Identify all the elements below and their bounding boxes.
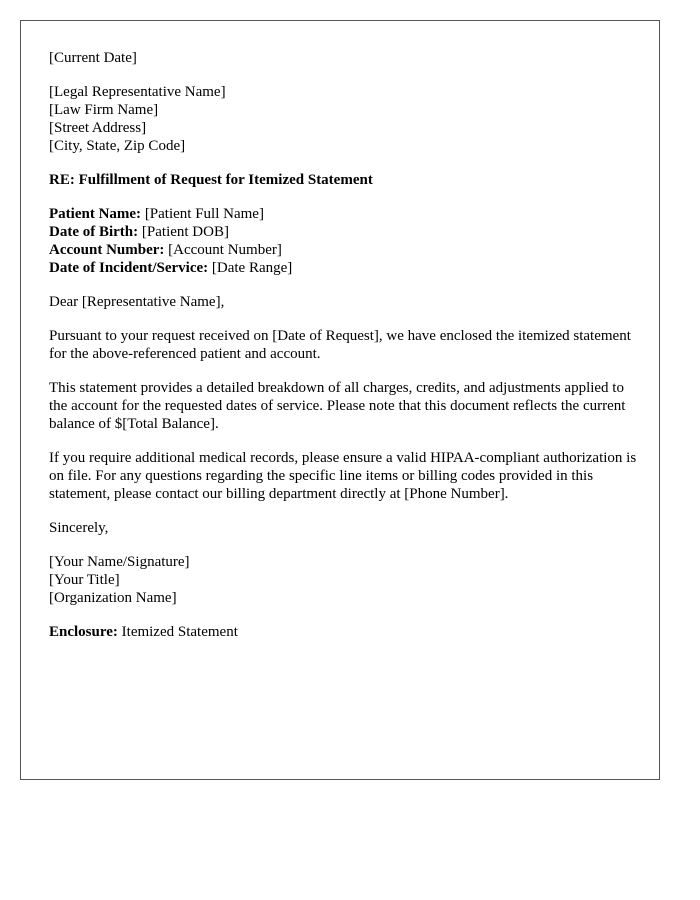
- body-paragraph-3: If you require additional medical records, please ensure a valid HIPAA-compliant authorization is on file. For any questions regarding the specific line items or billing codes provided in this statement, please contact our billing department directly at [Phone Number].: [49, 450, 637, 502]
- detail-value: [Date Range]: [211, 260, 293, 276]
- detail-label: Date of Incident/Service:: [49, 260, 209, 276]
- letter-date: [Current Date]: [49, 50, 137, 66]
- enclosure-label: Enclosure:: [49, 624, 118, 640]
- patient-details: [49, 205, 639, 277]
- detail-label: Account Number:: [49, 242, 165, 258]
- recipient-firm: [Law Firm Name]: [49, 102, 159, 118]
- detail-patient-name: [49, 205, 639, 223]
- detail-label: Date of Birth:: [49, 224, 139, 240]
- subject-line: RE: Fulfillment of Request for Itemized Statement: [49, 172, 373, 188]
- detail-value: [Patient DOB]: [141, 224, 229, 240]
- detail-date-of-birth: [49, 223, 639, 241]
- letter-page: [20, 20, 660, 780]
- enclosure-line: [49, 623, 639, 641]
- recipient-street: [Street Address]: [49, 120, 147, 136]
- signature-title: [Your Title]: [49, 572, 120, 588]
- signature-block: [49, 553, 639, 607]
- salutation: Dear [Representative Name],: [49, 294, 225, 310]
- letter-body: [49, 49, 639, 657]
- body-paragraph-1: Pursuant to your request received on [Date of Request], we have enclosed the itemized statement for the above-referenced patient and account.: [49, 328, 631, 362]
- signature-name: [Your Name/Signature]: [49, 554, 190, 570]
- detail-label: Patient Name:: [49, 206, 142, 222]
- recipient-address: [49, 83, 639, 155]
- detail-date-of-service: [49, 259, 639, 277]
- detail-value: [Account Number]: [168, 242, 282, 258]
- detail-account-number: [49, 241, 639, 259]
- body-paragraph-2: This statement provides a detailed breakdown of all charges, credits, and adjustments applied to the account for the requested dates of service. Please note that this document reflects the current balance of $[Total Balance].: [49, 380, 626, 432]
- recipient-city-state-zip: [City, State, Zip Code]: [49, 138, 186, 154]
- signature-organization: [Organization Name]: [49, 590, 177, 606]
- recipient-name: [Legal Representative Name]: [49, 84, 226, 100]
- closing: Sincerely,: [49, 520, 109, 536]
- enclosure-value: Itemized Statement: [121, 624, 238, 640]
- detail-value: [Patient Full Name]: [144, 206, 264, 222]
